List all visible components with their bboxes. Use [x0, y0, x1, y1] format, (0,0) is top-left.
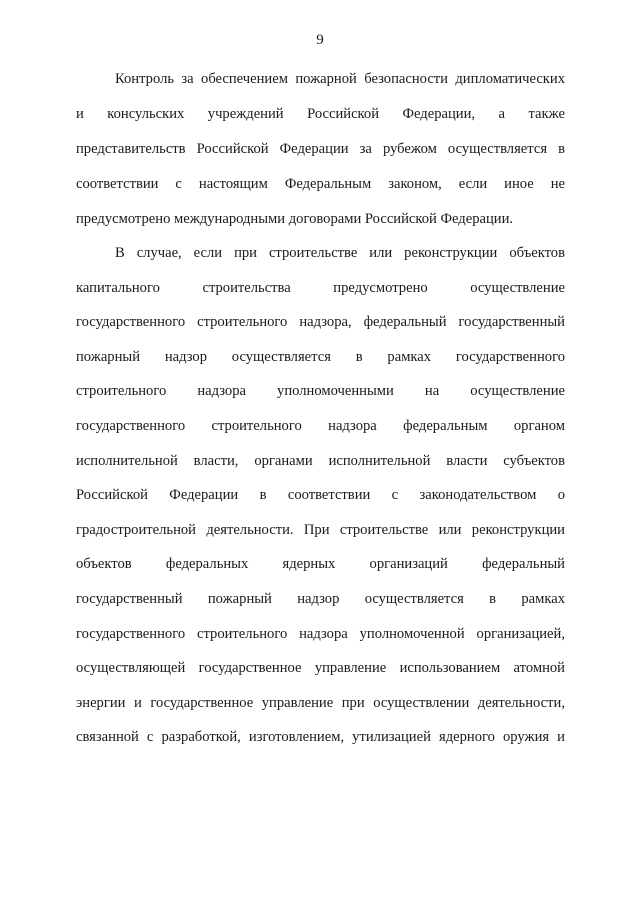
text-line: государственный пожарный надзор осуществляется в рамках	[76, 591, 565, 607]
text-line: капитального строительства предусмотрено осуществление	[76, 279, 565, 296]
text-line: объектов федеральных ядерных организаций федеральный	[76, 556, 565, 573]
text-line: пожарный надзор осуществляется в рамках государственного	[76, 348, 565, 365]
text-line: градостроительной деятельности. При строительстве или реконструкции	[76, 521, 565, 538]
text-line: связанной с разработкой, изготовлением, утилизацией ядерного оружия и	[76, 729, 565, 746]
text-line: энергии и государственное управление при осуществлении деятельности,	[76, 694, 565, 711]
text-line: соответствии с настоящим Федеральным законом, если иное не	[76, 176, 565, 192]
text-line: строительного надзора уполномоченными на осуществление	[76, 383, 565, 400]
text-line: Российской Федерации в соответствии с законодательством о	[76, 487, 565, 504]
text-line: исполнительной власти, органами исполнительной власти субъектов	[76, 452, 565, 469]
text-line: представительств Российской Федерации за рубежом осуществляется в	[76, 141, 565, 157]
text-line: В случае, если при строительстве или реконструкции объектов	[115, 245, 565, 261]
text-line: и консульских учреждений Российской Федерации, а также	[76, 106, 565, 122]
text-line: Контроль за обеспечением пожарной безопасности дипломатических	[115, 71, 565, 87]
text-line: государственного строительного надзора, федеральный государственный	[76, 314, 565, 331]
text-line: государственного строительного надзора федеральным органом	[76, 418, 565, 434]
page-number: 9	[316, 32, 324, 48]
text-line: предусмотрено международными договорами Российской Федерации.	[76, 211, 514, 227]
text-line: осуществляющей государственное управление использованием атомной	[76, 660, 565, 677]
text-line: государственного строительного надзора уполномоченной организацией,	[76, 625, 565, 642]
